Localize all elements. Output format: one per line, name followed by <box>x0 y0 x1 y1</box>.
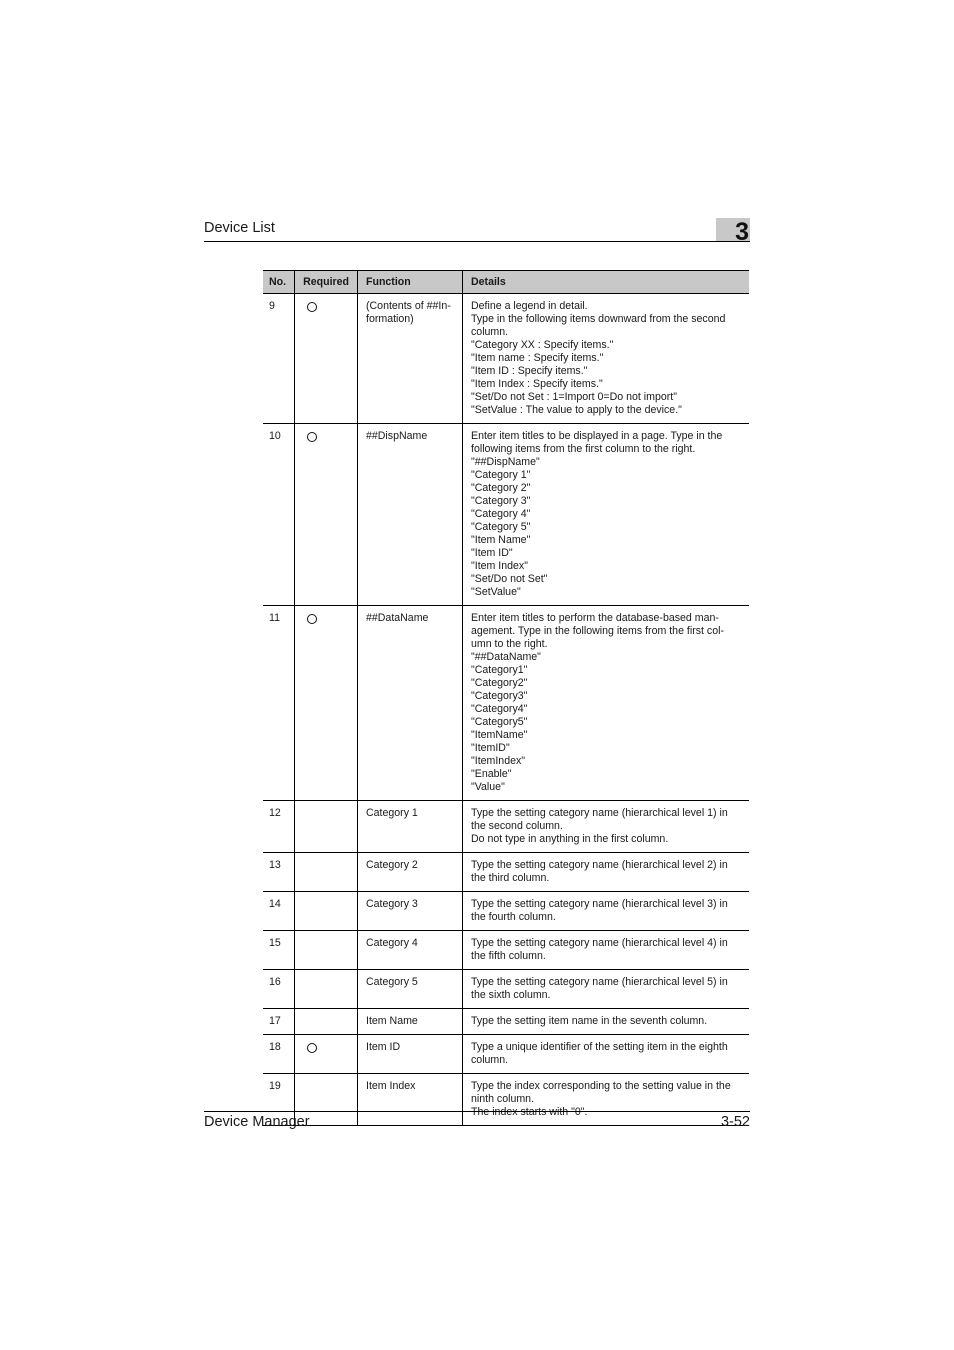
required-circle-icon <box>307 1043 317 1053</box>
details-line: Type the setting category name (hierarchical level 2) in <box>471 859 728 871</box>
details-line: Do not type in anything in the first column. <box>471 833 669 845</box>
details-line: "Category 3" <box>471 495 531 507</box>
details-line: "Item name : Specify items." <box>471 352 604 364</box>
chapter-number: 3 <box>735 218 749 246</box>
function-line: Category 3 <box>366 898 418 910</box>
function-line: Category 4 <box>366 937 418 949</box>
required-circle-icon <box>307 614 317 624</box>
cell-function <box>358 294 463 424</box>
details-line: Type in the following items downward from the second <box>471 313 726 325</box>
running-header-title: Device List <box>204 220 275 236</box>
cell-required <box>295 424 358 606</box>
function-line: ##DataName <box>366 612 429 624</box>
details-line: the fourth column. <box>471 911 556 923</box>
details-line: "ItemName" <box>471 729 528 741</box>
cell-details <box>463 970 750 1009</box>
cell-no: 10 <box>263 424 295 606</box>
footer-page-number: 3-52 <box>720 1114 750 1130</box>
cell-no: 14 <box>263 892 295 931</box>
function-line: Item Index <box>366 1080 416 1092</box>
details-line: the fifth column. <box>471 950 546 962</box>
details-line: Enter item titles to be displayed in a page. Type in the <box>471 430 723 442</box>
cell-required <box>295 853 358 892</box>
table-row <box>263 892 749 931</box>
function-line: Category 5 <box>366 976 418 988</box>
details-line: "Item Index : Specify items." <box>471 378 603 390</box>
details-line: "SetValue" <box>471 586 521 598</box>
details-line: Type a unique identifier of the setting item in the eighth <box>471 1041 728 1053</box>
column-header-details: Details <box>463 271 750 294</box>
header-rule <box>204 241 750 242</box>
details-line: "Category 4" <box>471 508 531 520</box>
cell-required <box>295 1009 358 1035</box>
table-body <box>263 294 749 1126</box>
details-line: the third column. <box>471 872 550 884</box>
cell-no: 12 <box>263 801 295 853</box>
cell-function <box>358 606 463 801</box>
cell-function <box>358 1074 463 1126</box>
details-line: "Set/Do not Set" <box>471 573 548 585</box>
details-line: The index starts with "0". <box>471 1106 588 1118</box>
details-line: agement. Type in the following items from the first col- <box>471 625 724 637</box>
details-line: "Value" <box>471 781 505 793</box>
cell-no: 19 <box>263 1074 295 1126</box>
table-row <box>263 294 749 424</box>
details-line: Type the setting item name in the seventh column. <box>471 1015 708 1027</box>
cell-details <box>463 1009 750 1035</box>
details-line: the sixth column. <box>471 989 551 1001</box>
function-line: Item ID <box>366 1041 401 1053</box>
details-line: "Category XX : Specify items." <box>471 339 614 351</box>
function-line: Category 1 <box>366 807 418 819</box>
table-row <box>263 853 749 892</box>
details-line: "Category5" <box>471 716 528 728</box>
table-row <box>263 801 749 853</box>
cell-required <box>295 1035 358 1074</box>
function-line: Item Name <box>366 1015 418 1027</box>
cell-details <box>463 892 750 931</box>
table-row <box>263 606 749 801</box>
required-circle-icon <box>307 432 317 442</box>
cell-function <box>358 853 463 892</box>
column-header-required: Required <box>295 271 358 294</box>
details-line: "Enable" <box>471 768 512 780</box>
function-line: Category 2 <box>366 859 418 871</box>
table-row <box>263 424 749 606</box>
details-line: "Item ID" <box>471 547 513 559</box>
details-line: "Category 5" <box>471 521 531 533</box>
details-line: "Item Name" <box>471 534 531 546</box>
details-line: "Category4" <box>471 703 528 715</box>
details-line: "##DispName" <box>471 456 540 468</box>
details-line: "Item Index" <box>471 560 528 572</box>
details-line: "ItemIndex" <box>471 755 526 767</box>
details-line: umn to the right. <box>471 638 548 650</box>
details-line: ninth column. <box>471 1093 535 1105</box>
function-line: formation) <box>366 313 414 325</box>
cell-no: 11 <box>263 606 295 801</box>
details-line: Type the index corresponding to the setting value in the <box>471 1080 731 1092</box>
cell-function <box>358 1035 463 1074</box>
cell-details <box>463 801 750 853</box>
function-line: ##DispName <box>366 430 428 442</box>
column-header-no: No. <box>263 271 295 294</box>
cell-function <box>358 931 463 970</box>
column-header-function: Function <box>358 271 463 294</box>
cell-no: 16 <box>263 970 295 1009</box>
cell-details <box>463 606 750 801</box>
table-row <box>263 1035 749 1074</box>
cell-required <box>295 970 358 1009</box>
spec-table <box>263 270 749 1126</box>
cell-no: 13 <box>263 853 295 892</box>
details-line: the second column. <box>471 820 563 832</box>
details-line: "Item ID : Specify items." <box>471 365 588 377</box>
details-line: "ItemID" <box>471 742 510 754</box>
details-line: Define a legend in detail. <box>471 300 588 312</box>
cell-function <box>358 892 463 931</box>
cell-no: 15 <box>263 931 295 970</box>
cell-details <box>463 424 750 606</box>
function-line: (Contents of ##In- <box>366 300 451 312</box>
chapter-tab <box>716 218 750 246</box>
table-row <box>263 1009 749 1035</box>
cell-function <box>358 801 463 853</box>
details-line: column. <box>471 326 509 338</box>
details-line: "Category 2" <box>471 482 531 494</box>
footer-rule <box>204 1111 750 1112</box>
cell-details <box>463 294 750 424</box>
table-row <box>263 1074 749 1126</box>
details-line: "Category1" <box>471 664 528 676</box>
cell-function <box>358 424 463 606</box>
footer-manual-title: Device Manager <box>204 1114 310 1130</box>
details-line: "##DataName" <box>471 651 541 663</box>
table-row <box>263 931 749 970</box>
cell-required <box>295 801 358 853</box>
details-line: "Category3" <box>471 690 528 702</box>
cell-no: 18 <box>263 1035 295 1074</box>
details-line: Type the setting category name (hierarchical level 3) in <box>471 898 728 910</box>
table-row <box>263 970 749 1009</box>
cell-required <box>295 294 358 424</box>
details-line: Type the setting category name (hierarchical level 4) in <box>471 937 728 949</box>
cell-no: 17 <box>263 1009 295 1035</box>
details-line: Type the setting category name (hierarchical level 1) in <box>471 807 728 819</box>
cell-required <box>295 931 358 970</box>
cell-function <box>358 1009 463 1035</box>
cell-no: 9 <box>263 294 295 424</box>
details-line: "Category 1" <box>471 469 531 481</box>
table-header-row <box>263 271 749 294</box>
cell-function <box>358 970 463 1009</box>
cell-details <box>463 931 750 970</box>
cell-required <box>295 606 358 801</box>
details-line: column. <box>471 1054 509 1066</box>
cell-details <box>463 1035 750 1074</box>
details-line: following items from the first column to the right. <box>471 443 696 455</box>
cell-required <box>295 892 358 931</box>
details-line: Enter item titles to perform the database-based man- <box>471 612 719 624</box>
cell-details <box>463 853 750 892</box>
details-line: "SetValue : The value to apply to the device." <box>471 404 682 416</box>
required-circle-icon <box>307 302 317 312</box>
details-line: "Category2" <box>471 677 528 689</box>
details-line: "Set/Do not Set : 1=Import 0=Do not import" <box>471 391 677 403</box>
cell-details <box>463 1074 750 1126</box>
details-line: Type the setting category name (hierarchical level 5) in <box>471 976 728 988</box>
